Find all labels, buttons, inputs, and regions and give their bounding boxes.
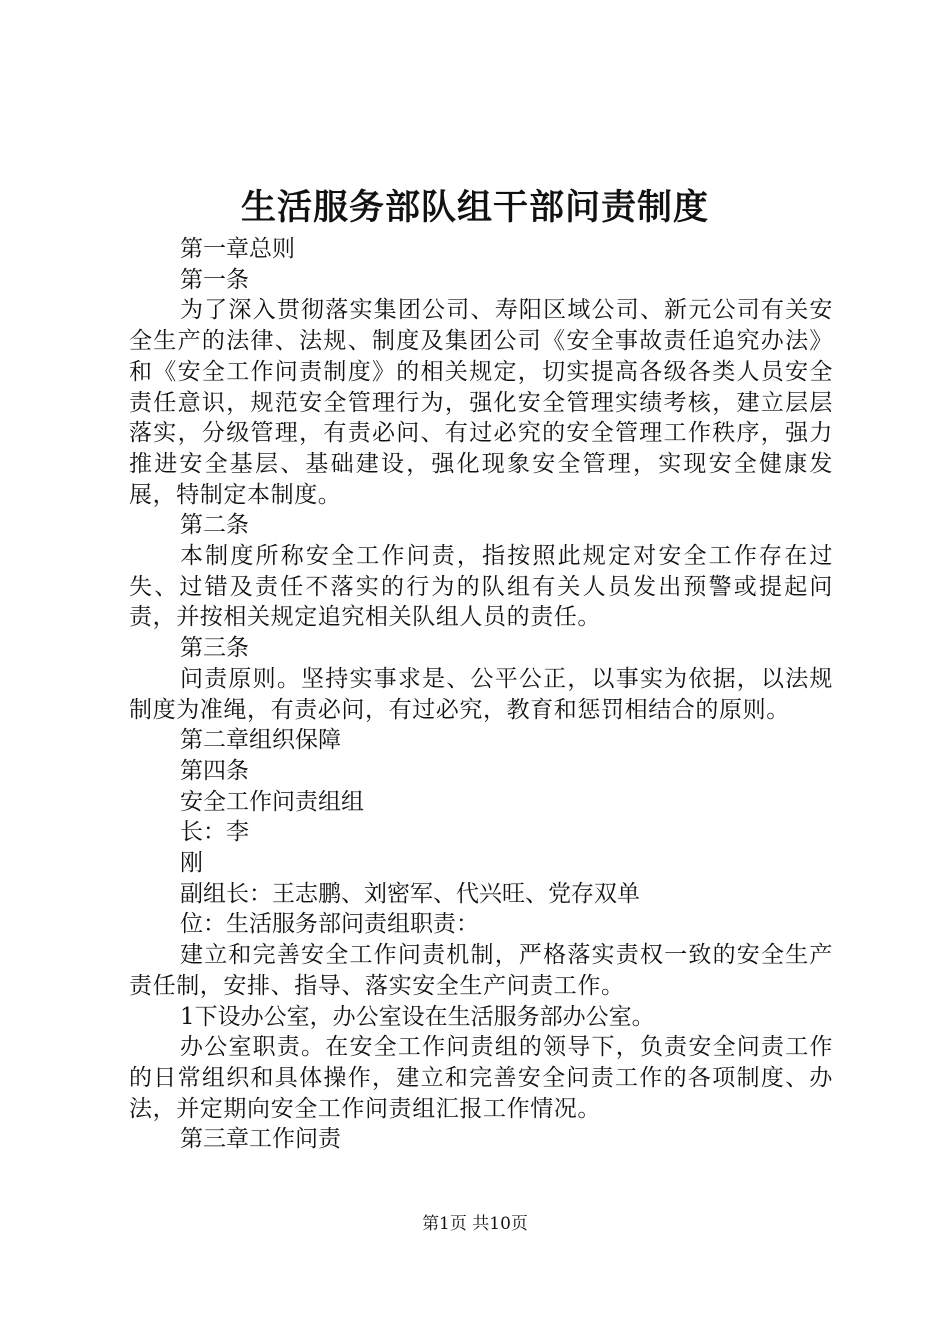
- body-paragraph: 办公室职责。在安全工作问责组的领导下，负责安全问责工作的日常组织和具体操作，建立和完善安全问责工作的各项制度、办法，并定期向安全工作问责组汇报工作情况。: [129, 1034, 833, 1122]
- text-line: 安全工作问责组组: [180, 788, 364, 815]
- document-title: 生活服务部队组干部问责制度: [240, 187, 709, 228]
- text-line: 副组长：王志鹏、刘密军、代兴旺、党存双单: [180, 880, 640, 907]
- chapter-heading: 第三章工作问责: [180, 1126, 341, 1153]
- body-paragraph: 建立和完善安全工作问责机制，严格落实责权一致的安全生产责任制，安排、指导、落实安全生产问责工作。: [129, 942, 833, 999]
- page-number-footer: 第1页 共10页: [422, 1214, 528, 1234]
- article-heading: 第四条: [180, 757, 249, 784]
- body-paragraph: 为了深入贯彻落实集团公司、寿阳区域公司、新元公司有关安全生产的法律、法规、制度及集团公司《安全事故责任追究办法》和《安全工作问责制度》的相关规定，切实提高各级各类人员安全责任意识，规范安全管理行为，强化安全管理实绩考核，建立层层落实，分级管理，有责必问、有过必究的安全管理工作秩序，强力推进安全基层、基础建设，强化现象安全管理，实现安全健康发展，特制定本制度。: [129, 297, 833, 508]
- article-heading: 第三条: [180, 635, 249, 662]
- article-heading: 第一条: [180, 266, 249, 293]
- text-line: 1下设办公室，办公室设在生活服务部办公室。: [180, 1003, 655, 1030]
- article-heading: 第二条: [180, 512, 249, 539]
- text-line: 长：李: [180, 819, 249, 846]
- document-body: [129, 234, 833, 1155]
- body-paragraph: 问责原则。坚持实事求是、公平公正，以事实为依据，以法规制度为准绳，有责必问，有过必究，教育和惩罚相结合的原则。: [129, 665, 833, 723]
- text-line: 刚: [180, 850, 203, 877]
- chapter-heading: 第一章总则: [180, 236, 295, 262]
- text-line: 位：生活服务部问责组职责：: [180, 911, 479, 938]
- body-paragraph: 本制度所称安全工作问责，指按照此规定对安全工作存在过失、过错及责任不落实的行为的队组有关人员发出预警或提起问责，并按相关规定追究相关队组人员的责任。: [129, 543, 833, 631]
- chapter-heading: 第二章组织保障: [180, 727, 341, 754]
